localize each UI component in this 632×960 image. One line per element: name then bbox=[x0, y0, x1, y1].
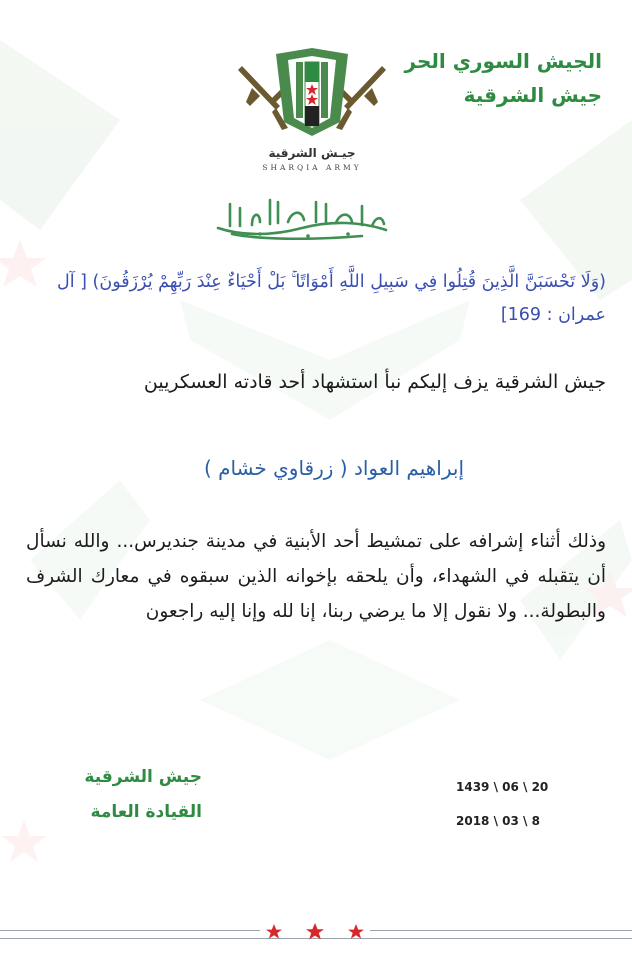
date-block bbox=[456, 770, 548, 838]
organization-header bbox=[405, 44, 602, 112]
hijri-date: 1439 \ 06 \ 20 bbox=[456, 780, 549, 794]
quran-verse: (وَلَا تَحْسَبَنَّ الَّذِينَ قُتِلُوا فِي سَبِيلِ اللَّهِ أَمْوَاتًا ۚ بَلْ أَحْيَاءٌ عِنْدَ رَبِّهِمْ يُرْزَقُونَ) [ آل عمران : 169] bbox=[56, 272, 606, 325]
sharqia-army-logo bbox=[236, 44, 388, 172]
body-paragraph: وذلك أثناء إشرافه على تمشيط أحد الأبنية في مدينة جنديرس... والله نسأل أن يتقبله في الشهداء، وأن يلحقه بإخوانه الذين سبقوه في معارك الشرف والبطولة... ولا نقول إلا ما يرضي ربنا، إنا لله وإنا إليه راجعون bbox=[26, 531, 606, 622]
gregorian-date: 2018 \ 03 \ 8 bbox=[456, 814, 540, 828]
basmala-calligraphy bbox=[212, 192, 392, 240]
header-fsa: الجيش السوري الحر bbox=[404, 49, 602, 73]
signature-org: جيش الشرقية bbox=[84, 767, 202, 787]
footer-stars bbox=[260, 922, 370, 942]
signature-dept: القيادة العامة bbox=[90, 802, 202, 822]
emblem-icon bbox=[236, 44, 388, 140]
header-sharqia: جيش الشرقية bbox=[463, 83, 602, 107]
martyr-name: إبراهيم العواد ( زرقاوي خشام ) bbox=[203, 456, 464, 480]
announcement-text: جيش الشرقية يزف إليكم نبأ استشهاد أحد قادته العسكريين bbox=[143, 371, 606, 393]
signature-block bbox=[84, 760, 202, 830]
logo-subtitle: SHARQIA ARMY bbox=[262, 163, 362, 172]
logo-title: جيـش الشرقية bbox=[268, 146, 356, 160]
